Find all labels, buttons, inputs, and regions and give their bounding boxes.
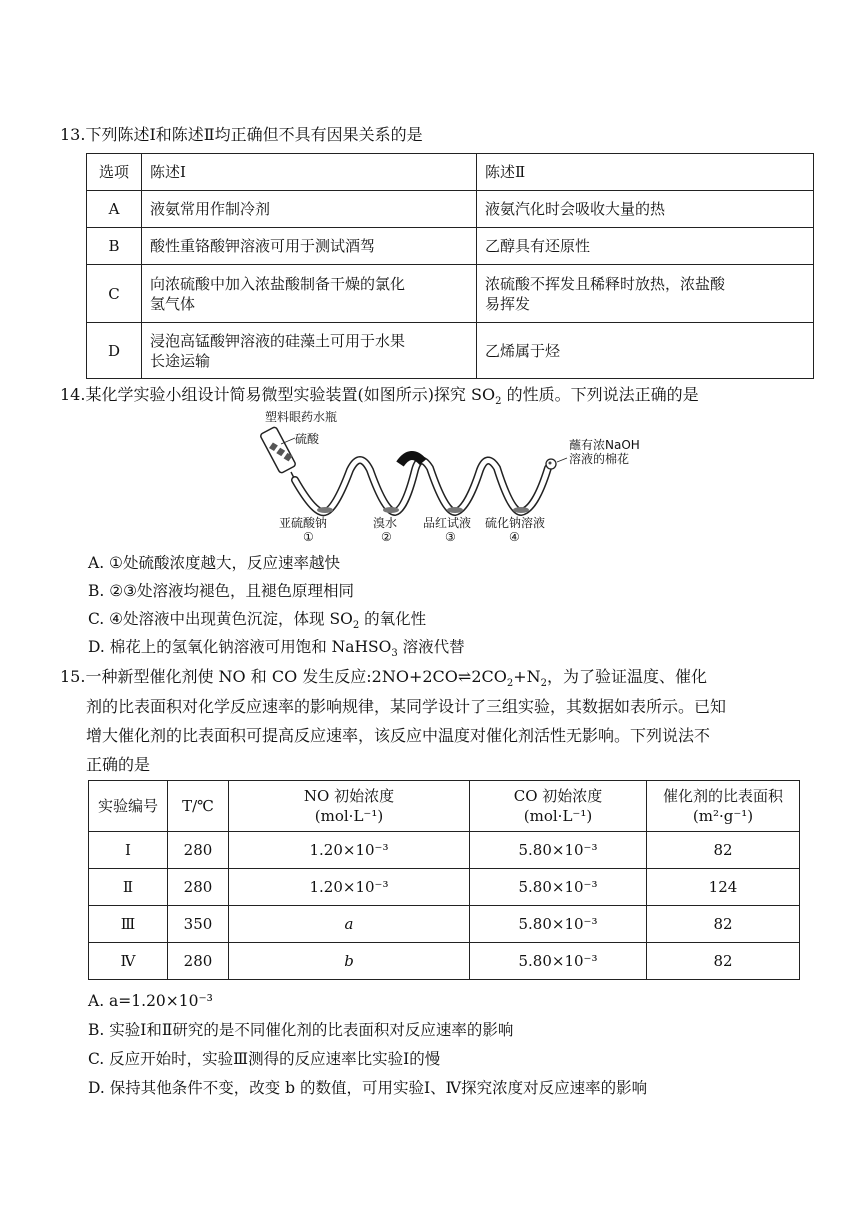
stem-text: +N (513, 667, 541, 686)
equilibrium-arrow: ⇌ (457, 667, 472, 686)
liquid-2 (383, 507, 399, 513)
q15-option-d: D. 保持其他条件不变，改变 b 的数值，可用实验Ⅰ、Ⅳ探究浓度对反应速率的影响 (88, 1079, 648, 1097)
header-catalyst-area (647, 781, 800, 832)
site-num-4: ④ (509, 530, 520, 544)
subscript: 3 (391, 648, 398, 660)
cell-co: 5.80×10⁻³ (470, 943, 647, 980)
stem-text: 15.一种新型催化剂使 NO 和 CO 发生反应:2NO+2CO (60, 667, 458, 686)
statement-1: 酸性重铬酸钾溶液可用于测试酒驾 (142, 228, 477, 265)
statement-1-line: 氢气体 (150, 294, 196, 313)
subscript: 2 (506, 678, 514, 690)
statement-1-line: 向浓硫酸中加入浓盐酸制备干燥的氯化 (150, 274, 406, 293)
site-label-1: 亚硫酸钠 (279, 516, 328, 530)
option-text: 溶液代替 (397, 638, 465, 656)
table-row (87, 323, 814, 379)
header-co-concentration (470, 781, 647, 832)
q13-table (86, 153, 814, 379)
liquid-1 (317, 507, 333, 513)
header-statement-1: 陈述Ⅰ (142, 154, 477, 191)
subscript: 2 (495, 396, 502, 408)
site-num-3: ③ (445, 530, 456, 544)
q15-stem-line2: 剂的比表面积对化学反应速率的影响规律，某同学设计了三组实验，其数据如表所示。已知 (86, 697, 727, 716)
q15-stem-line1 (60, 666, 707, 695)
option-letter: C (87, 265, 142, 323)
acid-label: 硫酸 (295, 432, 320, 446)
cell-catalyst: 82 (647, 906, 800, 943)
stem-text: 2CO (471, 667, 507, 686)
cell-temperature: 280 (168, 869, 229, 906)
cell-co: 5.80×10⁻³ (470, 832, 647, 869)
subscript: 2 (540, 678, 548, 690)
table-row (89, 906, 800, 943)
statement-1: 液氨常用作制冷剂 (142, 191, 477, 228)
header-temperature: T/℃ (168, 781, 229, 832)
cell-no: 1.20×10⁻³ (229, 832, 470, 869)
q14-option-c (88, 608, 426, 637)
cotton-label-line: 溶液的棉花 (569, 452, 630, 466)
table-header-row (89, 781, 800, 832)
cell-co: 5.80×10⁻³ (470, 906, 647, 943)
q15-table (88, 780, 800, 980)
option-text: 的氧化性 (359, 610, 427, 628)
cell-id: Ⅱ (89, 869, 168, 906)
statement-1 (142, 265, 477, 323)
table-header-row (87, 154, 814, 191)
cell-no: a (229, 906, 470, 943)
header-line: 催化剂的比表面积 (662, 787, 783, 805)
header-statement-2: 陈述Ⅱ (477, 154, 814, 191)
q14-option-b: B. ②③处溶液均褪色，且褪色原理相同 (88, 582, 355, 600)
header-option: 选项 (87, 154, 142, 191)
stem-text: 14.某化学实验小组设计简易微型实验装置(如图所示)探究 SO (60, 385, 496, 404)
statement-2: 液氨汽化时会吸收大量的热 (477, 191, 814, 228)
cell-temperature: 280 (168, 943, 229, 980)
cell-catalyst: 82 (647, 943, 800, 980)
stem-text: ，为了验证温度、催化 (547, 667, 708, 686)
q15-option-c: C. 反应开始时，实验Ⅲ测得的反应速率比实验Ⅰ的慢 (88, 1050, 441, 1068)
q15-option-b: B. 实验Ⅰ和Ⅱ研究的是不同催化剂的比表面积对反应速率的影响 (88, 1021, 514, 1039)
q15-stem-line3: 增大催化剂的比表面积可提高反应速率，该反应中温度对催化剂活性无影响。下列说法不 (86, 726, 711, 745)
apparatus-figure (255, 410, 640, 550)
cell-id: Ⅲ (89, 906, 168, 943)
header-line: CO 初始浓度 (513, 787, 603, 805)
cell-id: Ⅰ (89, 832, 168, 869)
cell-no: 1.20×10⁻³ (229, 869, 470, 906)
statement-2: 乙醇具有还原性 (477, 228, 814, 265)
table-row (89, 832, 800, 869)
header-no-concentration (229, 781, 470, 832)
cotton-label-line: 蘸有浓NaOH (569, 438, 640, 452)
table-row (87, 265, 814, 323)
table-row (89, 869, 800, 906)
statement-1 (142, 323, 477, 379)
statement-2-line: 浓硫酸不挥发且稀释时放热，浓盐酸 (485, 274, 726, 293)
header-line: (m²·g⁻¹) (692, 807, 754, 825)
statement-2: 乙烯属于烃 (477, 323, 814, 379)
option-letter: D (87, 323, 142, 379)
subscript: 2 (352, 620, 360, 632)
statement-2-line: 易挥发 (485, 294, 531, 313)
cell-no: b (229, 943, 470, 980)
header-line: (mol·L⁻¹) (523, 807, 593, 825)
q13-stem: 13.下列陈述Ⅰ和陈述Ⅱ均正确但不具有因果关系的是 (60, 125, 423, 144)
bottle-label: 塑料眼药水瓶 (265, 410, 338, 424)
q15-stem-line4: 正确的是 (86, 755, 151, 774)
cell-catalyst: 124 (647, 869, 800, 906)
cell-temperature: 350 (168, 906, 229, 943)
q14-stem (60, 384, 699, 413)
cotton-label (569, 438, 640, 466)
q14-option-d (88, 636, 465, 665)
statement-1-line: 浸泡高锰酸钾溶液的硅藻土可用于水果 (150, 331, 406, 350)
option-text: C. ④处溶液中出现黄色沉淀，体现 SO (88, 610, 353, 628)
q15-option-a: A. a=1.20×10⁻³ (88, 992, 213, 1010)
table-row (87, 191, 814, 228)
header-experiment-id: 实验编号 (89, 781, 168, 832)
statement-2 (477, 265, 814, 323)
cell-co: 5.80×10⁻³ (470, 869, 647, 906)
table-row (89, 943, 800, 980)
site-num-1: ① (303, 530, 314, 544)
table-row (87, 228, 814, 265)
site-label-3: 品红试液 (423, 516, 472, 530)
header-line: (mol·L⁻¹) (314, 807, 384, 825)
site-label-4: 硫化钠溶液 (485, 516, 546, 530)
site-num-2: ② (381, 530, 392, 544)
liquid-4 (513, 507, 529, 513)
option-letter: B (87, 228, 142, 265)
cell-temperature: 280 (168, 832, 229, 869)
q14-option-a: A. ①处硫酸浓度越大，反应速率越快 (88, 554, 340, 572)
cell-id: Ⅳ (89, 943, 168, 980)
option-letter: A (87, 191, 142, 228)
liquid-3 (447, 507, 463, 513)
stem-text: 的性质。下列说法正确的是 (501, 385, 699, 404)
statement-1-line: 长途运输 (150, 351, 211, 370)
option-text: D. 棉花上的氢氧化钠溶液可用饱和 NaHSO (88, 638, 392, 656)
site-label-2: 溴水 (373, 516, 398, 530)
header-line: NO 初始浓度 (303, 787, 395, 805)
cell-catalyst: 82 (647, 832, 800, 869)
